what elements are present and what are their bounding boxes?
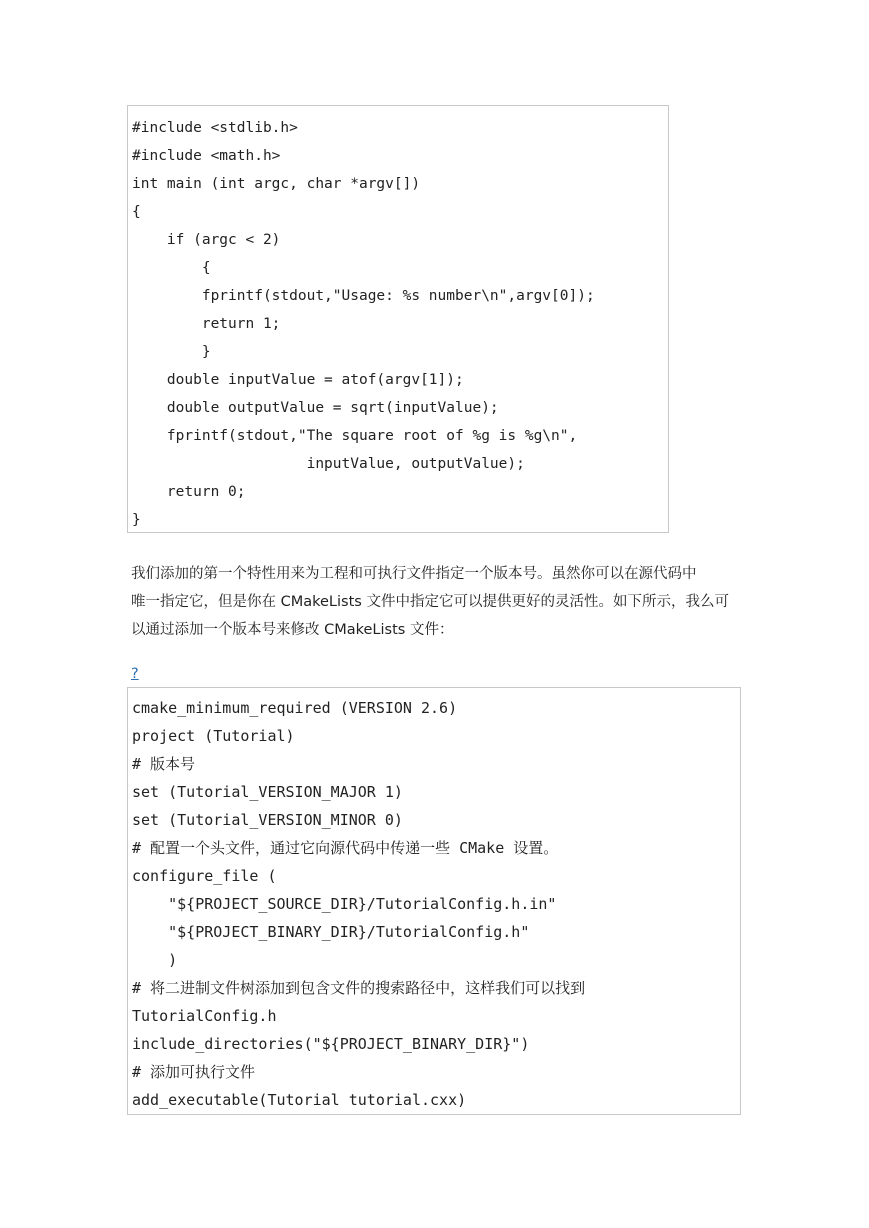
code-line: inputValue, outputValue);: [132, 456, 525, 472]
code-line: fprintf(stdout,"The square root of %g is %g\n",: [132, 428, 578, 444]
body-paragraph: [131, 560, 741, 644]
code-block-c-source: [127, 105, 669, 533]
code-line: {: [132, 204, 141, 220]
code-line: }: [132, 344, 211, 360]
code-line: "${PROJECT_BINARY_DIR}/TutorialConfig.h": [132, 923, 530, 941]
code-line: ): [132, 951, 178, 969]
code-line: add_executable(Tutorial tutorial.cxx): [132, 1091, 467, 1109]
code-line: int main (int argc, char *argv[]): [132, 176, 421, 192]
code-line: configure_file (: [132, 867, 277, 885]
code-line: project (Tutorial): [132, 727, 295, 745]
code-line: # 版本号: [132, 755, 196, 773]
code-line: include_directories("${PROJECT_BINARY_DIR}"): [132, 1035, 530, 1053]
code-line: set (Tutorial_VERSION_MINOR 0): [132, 811, 403, 829]
code-line: if (argc < 2): [132, 232, 281, 248]
view-source-link[interactable]: ?: [131, 666, 139, 682]
code-block-cmakelists: [127, 687, 741, 1115]
code-line: "${PROJECT_SOURCE_DIR}/TutorialConfig.h.in": [132, 895, 557, 913]
code-line: set (Tutorial_VERSION_MAJOR 1): [132, 783, 403, 801]
code-line: # 配置一个头文件，通过它向源代码中传递一些 CMake 设置。: [132, 839, 559, 857]
code-line: return 0;: [132, 484, 246, 500]
paragraph-line: 我们添加的第一个特性用来为工程和可执行文件指定一个版本号。虽然你可以在源代码中: [131, 566, 697, 582]
code-line: # 添加可执行文件: [132, 1063, 256, 1081]
paragraph-line: 唯一指定它，但是你在 CMakeLists 文件中指定它可以提供更好的灵活性。如下所示，我么可: [131, 594, 729, 610]
code-line: fprintf(stdout,"Usage: %s number\n",argv[0]);: [132, 288, 595, 304]
code-line: }: [132, 512, 141, 528]
code-line: # 将二进制文件树添加到包含文件的搜索路径中，这样我们可以找到: [132, 979, 586, 997]
code-line: cmake_minimum_required (VERSION 2.6): [132, 699, 458, 717]
code-line: #include <stdlib.h>: [132, 120, 298, 136]
code-line: double outputValue = sqrt(inputValue);: [132, 400, 499, 416]
code-line: return 1;: [132, 316, 281, 332]
code-line: {: [132, 260, 211, 276]
code-line: TutorialConfig.h: [132, 1007, 277, 1025]
code-line: double inputValue = atof(argv[1]);: [132, 372, 464, 388]
code-line: #include <math.h>: [132, 148, 281, 164]
paragraph-line: 以通过添加一个版本号来修改 CMakeLists 文件：: [131, 622, 454, 638]
